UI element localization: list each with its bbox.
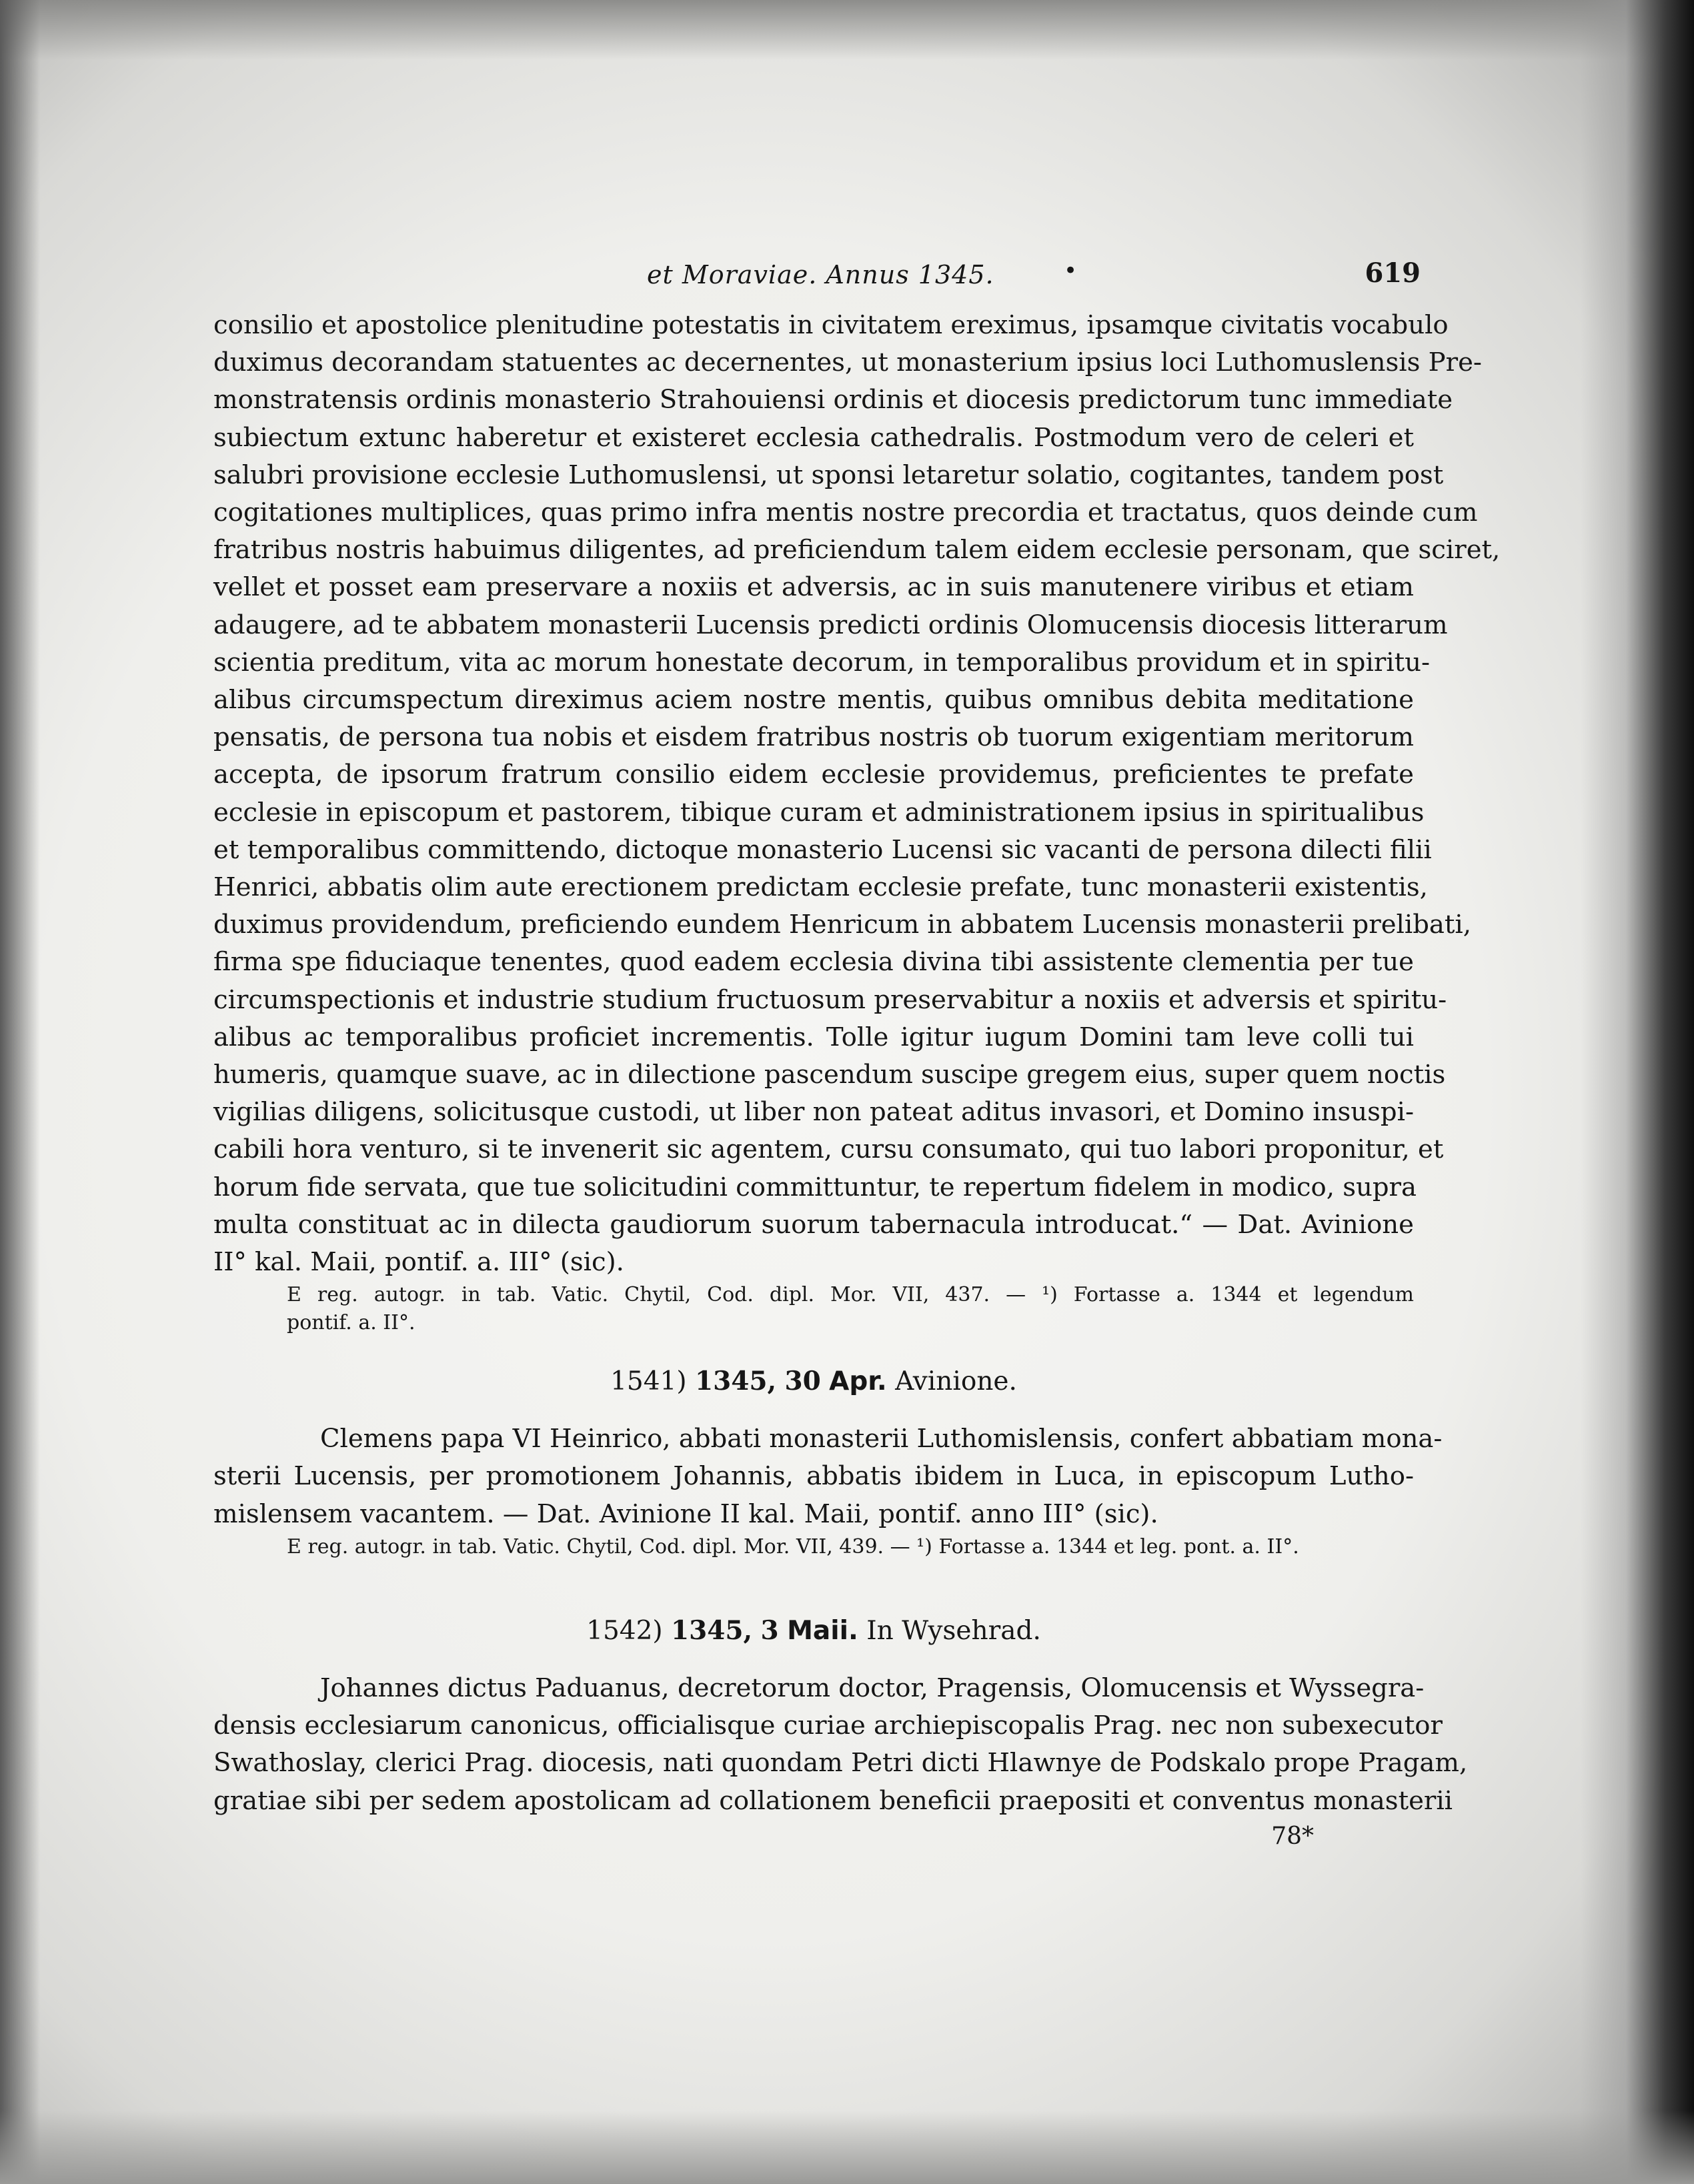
entry-place: Avinione.	[895, 1366, 1017, 1397]
entry-number: 1542)	[586, 1615, 663, 1646]
text-line: II° kal. Maii, pontif. a. III° (sic).	[213, 1247, 624, 1278]
scan-shadow-left	[0, 0, 40, 2184]
text-line: vellet et posset eam preservare a noxiis et adversis, ac in suis manutenere viribus et etiam	[213, 572, 1414, 603]
text-line: duximus providendum, preficiendo eundem Henricum in abbatem Lucensis monasterii prelibati,	[213, 910, 1471, 940]
scan-shadow-bottom	[0, 2111, 1694, 2184]
text-line: Swathoslay, clerici Prag. diocesis, nati quondam Petri dicti Hlawnye de Podskalo prope Pragam,	[213, 1748, 1468, 1779]
scan-shadow-top	[0, 0, 1694, 60]
signature-mark: 78*	[1271, 1822, 1314, 1850]
running-head-title: et Moraviae. Annus 1345.	[647, 260, 994, 289]
note-line: E reg. autogr. in tab. Vatic. Chytil, Cod. dipl. Mor. VII, 437. — ¹) Fortasse a. 1344 et legendum	[287, 1283, 1414, 1307]
text-line: firma spe fiduciaque tenentes, quod eadem ecclesia divina tibi assistente clementia per tue	[213, 947, 1414, 978]
text-line: subiectum extunc haberetur et existeret ecclesia cathedralis. Postmodum vero de celeri et	[213, 422, 1414, 453]
entry-place: In Wysehrad.	[866, 1615, 1041, 1646]
running-head-dot: •	[1064, 257, 1078, 284]
text-line: vigilias diligens, solicitusque custodi, ut liber non pateat aditus invasori, et Domino insuspi-	[213, 1097, 1414, 1128]
text-line: monstratensis ordinis monasterio Strahouiensi ordinis et diocesis predictorum tunc immediate	[213, 385, 1453, 415]
entry-1541-text	[213, 1420, 1443, 1533]
entry-day: 3	[760, 1614, 779, 1646]
entry-month: Apr.	[829, 1366, 887, 1397]
scan-shadow-right	[1581, 0, 1694, 2184]
text-line: consilio et apostolice plenitudine potestatis in civitatem ereximus, ipsamque civitatis vocabulo	[213, 310, 1449, 340]
text-line: adaugere, ad te abbatem monasterii Lucensis predicti ordinis Olomucensis diocesis litterarum	[213, 610, 1448, 640]
text-line: cabili hora venturo, si te invenerit sic agentem, cursu consumato, qui tuo labori proponitur, et	[213, 1134, 1444, 1165]
text-line: ecclesie in episcopum et pastorem, tibique curam et administrationem ipsius in spiritualibus	[213, 797, 1425, 828]
text-line: cogitationes multiplices, quas primo infra mentis nostre precordia et tractatus, quos deinde cum	[213, 497, 1478, 528]
entry-1540-text	[213, 307, 1501, 1281]
running-head	[213, 253, 1421, 300]
text-line: fratribus nostris habuimus diligentes, ad preficiendum talem eidem ecclesie personam, que sciret,	[213, 535, 1501, 566]
text-line: Clemens papa VI Heinrico, abbati monasterii Luthomislensis, confert abbatiam mona-	[320, 1424, 1443, 1454]
text-line: mislensem vacantem. — Dat. Avinione II kal. Maii, pontif. anno III° (sic).	[213, 1498, 1158, 1529]
text-line: accepta, de ipsorum fratrum consilio eidem ecclesie providemus, preficientes te prefate	[213, 760, 1414, 790]
text-line: gratiae sibi per sedem apostolicam ad collationem beneficii praepositi et conventus monasterii	[213, 1785, 1453, 1816]
text-line: salubri provisione ecclesie Luthomuslensi, ut sponsi letaretur solatio, cogitantes, tandem post	[213, 459, 1444, 490]
entry-1542-heading	[213, 1612, 1414, 1650]
text-line: horum fide servata, que tue solicitudini committuntur, te repertum fidelem in modico, supra	[213, 1172, 1417, 1202]
entry-year: 1345,	[671, 1614, 753, 1646]
text-line: scientia preditum, vita ac morum honestate decorum, in temporalibus providum et in spiritu-	[213, 647, 1431, 678]
text-line: Henrici, abbatis olim aute erectionem predictam ecclesie prefate, tunc monasterii existentis,	[213, 872, 1428, 903]
text-line: Johannes dictus Paduanus, decretorum doctor, Pragensis, Olomucensis et Wyssegra-	[320, 1673, 1425, 1703]
text-line: multa constituat ac in dilecta gaudiorum suorum tabernacula introducat.“ — Dat. Avinione	[213, 1209, 1414, 1240]
entry-year: 1345,	[694, 1366, 777, 1397]
page-content	[213, 253, 1501, 1850]
entry-number: 1541)	[610, 1366, 687, 1397]
text-line: humeris, quamque suave, ac in dilectione pascendum suscipe gregem eius, super quem noctis	[213, 1060, 1446, 1090]
text-line: densis ecclesiarum canonicus, officialisque curiae archiepiscopalis Prag. nec non subexecutor	[213, 1711, 1443, 1741]
entry-month: Maii.	[787, 1615, 858, 1646]
text-line: duximus decorandam statuentes ac decernentes, ut monasterium ipsius loci Luthomuslensis Pre-	[213, 347, 1482, 378]
text-line: alibus circumspectum direximus aciem nostre mentis, quibus omnibus debita meditatione	[213, 685, 1414, 716]
text-line: et temporalibus committendo, dictoque monasterio Lucensi sic vacanti de persona dilecti filii	[213, 834, 1432, 865]
text-line: alibus ac temporalibus proficiet incrementis. Tolle igitur iugum Domini tam leve colli tui	[213, 1022, 1414, 1052]
entry-1540-note	[213, 1281, 1414, 1337]
page-number: 619	[1365, 257, 1421, 289]
text-line: sterii Lucensis, per promotionem Johannis, abbatis ibidem in Luca, in episcopum Lutho-	[213, 1461, 1414, 1492]
note-line: pontif. a. II°.	[287, 1311, 415, 1335]
entry-1542-text	[213, 1670, 1468, 1820]
entry-1541-heading	[213, 1362, 1414, 1400]
note-line: E reg. autogr. in tab. Vatic. Chytil, Cod. dipl. Mor. VII, 439. — ¹) Fortasse a. 1344 et leg. pont. a. II°.	[287, 1534, 1299, 1558]
entry-day: 30	[784, 1366, 821, 1397]
text-line: circumspectionis et industrie studium fructuosum preservabitur a noxiis et adversis et spiritu-	[213, 984, 1447, 1015]
text-line: pensatis, de persona tua nobis et eisdem fratribus nostris ob tuorum exigentiam meritorum	[213, 722, 1414, 753]
entry-1541-note	[213, 1533, 1414, 1561]
